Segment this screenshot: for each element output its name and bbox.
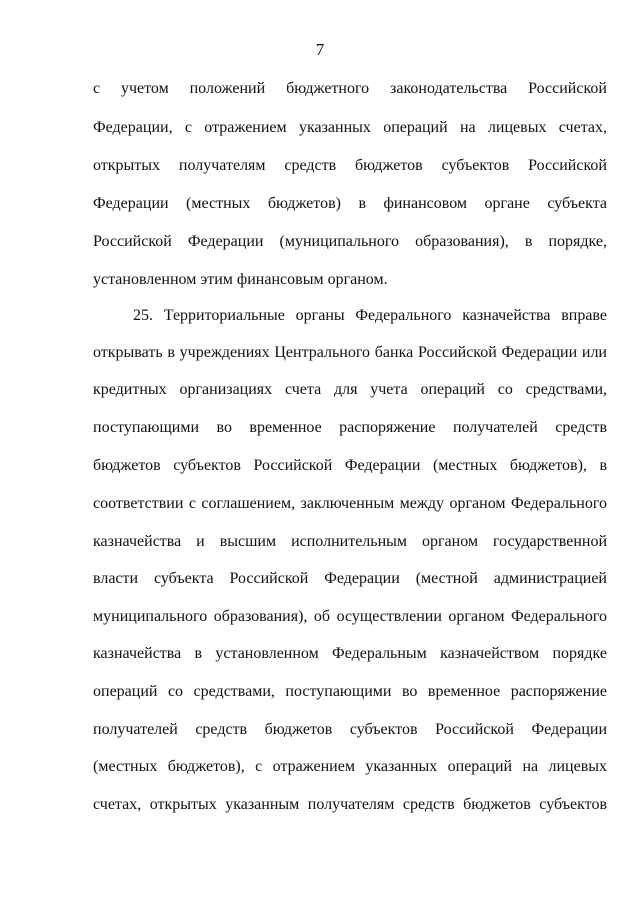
text-line: (местных бюджетов), с отражением указанных операций на лицевых [93,758,607,775]
page-number: 7 [315,40,325,59]
text-line: поступающими во временное распоряжение получателей средств [93,419,607,436]
text-line: счетах, открытых указанным получателям средств бюджетов субъектов [93,796,607,813]
text-line: открывать в учреждениях Центрального банка Российской Федерации или [93,344,607,361]
text-line: власти субъекта Российской Федерации (местной администрацией [93,570,607,587]
text-line: соответствии с соглашением, заключенным между органом Федерального [93,495,607,512]
text-line: Российской Федерации (муниципального образования), в порядке, [93,233,607,250]
text-line: получателей средств бюджетов субъектов Российской Федерации [93,721,607,738]
text-line: открытых получателям средств бюджетов субъектов Российской [93,157,607,174]
text-line: казначейства в установленном Федеральным казначейством порядке [93,645,607,662]
text-line: установленном этим финансовым органом. [93,271,388,288]
paragraph-start-line: 25. Территориальные органы Федерального казначейства вправе [133,307,607,324]
text-line: бюджетов субъектов Российской Федерации (местных бюджетов), в [93,457,607,474]
text-line: операций со средствами, поступающими во временное распоряжение [93,683,607,700]
text-line: казначейства и высшим исполнительным органом государственной [93,533,607,550]
text-line: муниципального образования), об осуществлении органом Федерального [93,608,607,625]
text-line: с учетом положений бюджетного законодательства Российской [93,80,607,97]
text-line: Федерации (местных бюджетов) в финансовом органе субъекта [93,195,607,212]
text-line: Федерации, с отражением указанных операций на лицевых счетах, [93,119,607,136]
text-line: кредитных организациях счета для учета операций со средствами, [93,381,607,398]
